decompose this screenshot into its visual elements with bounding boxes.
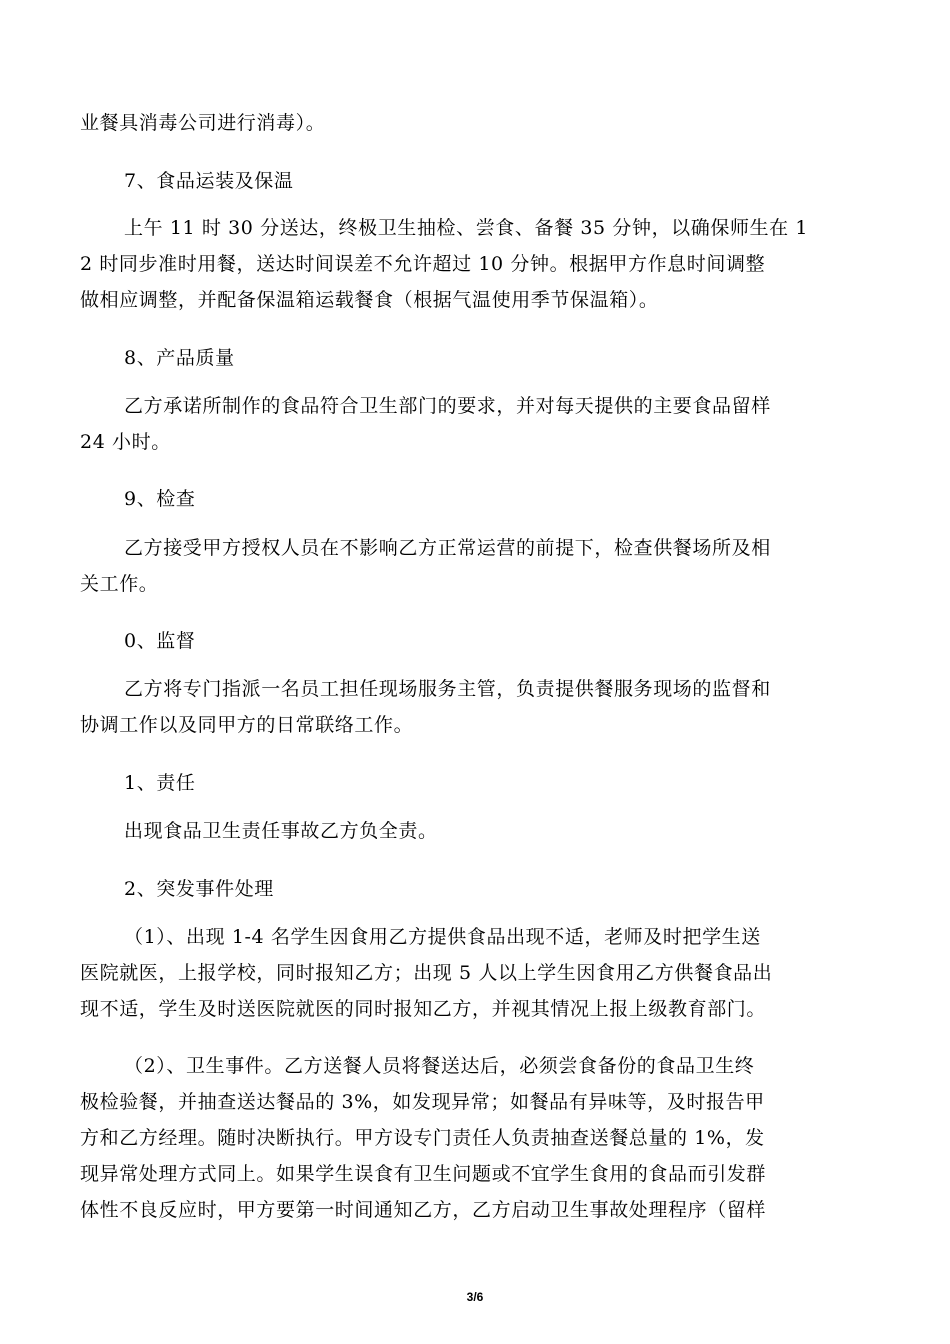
paragraph-line: 协调工作以及同甲方的日常联络工作。 (80, 714, 414, 736)
section-heading: 7、食品运装及保温 (124, 170, 294, 192)
page-number: 3/6 (466, 1290, 484, 1304)
paragraph-line: （1）、出现 1-4 名学生因食用乙方提供食品出现不适，老师及时把学生送 (124, 926, 761, 948)
paragraph-line: 做相应调整，并配备保温箱运载餐食（根据气温使用季节保温箱）。 (80, 289, 659, 311)
paragraph-line: 方和乙方经理。随时决断执行。甲方设专门责任人负责抽查送餐总量的 1%，发 (80, 1127, 765, 1149)
paragraph-line: 上午 11 时 30 分送达，终极卫生抽检、尝食、备餐 35 分钟，以确保师生在 1 (124, 217, 809, 239)
paragraph-line: 出现食品卫生责任事故乙方负全责。 (124, 820, 438, 842)
section-heading: 0、监督 (124, 630, 196, 652)
section-heading: 9、检查 (124, 488, 196, 510)
paragraph-line: 乙方将专门指派一名员工担任现场服务主管，负责提供餐服务现场的监督和 (124, 678, 771, 700)
section-heading: 2、突发事件处理 (124, 878, 274, 900)
section-heading: 1、责任 (124, 772, 196, 794)
paragraph-line: 现异常处理方式同上。如果学生误食有卫生问题或不宜学生食用的食品而引发群 (80, 1163, 767, 1185)
paragraph-line: 2 时同步准时用餐，送达时间误差不允许超过 10 分钟。根据甲方作息时间调整 (80, 253, 766, 275)
section-heading: 8、产品质量 (124, 347, 235, 369)
paragraph-line: 24 小时。 (80, 431, 171, 453)
paragraph-line: 乙方承诺所制作的食品符合卫生部门的要求，并对每天提供的主要食品留样 (124, 395, 771, 417)
paragraph-line: 极检验餐，并抽查送达餐品的 3%，如发现异常；如餐品有异味等，及时报告甲 (80, 1091, 765, 1113)
paragraph-line: （2）、卫生事件。乙方送餐人员将餐送达后，必须尝食备份的食品卫生终 (124, 1055, 755, 1077)
paragraph-line: 现不适，学生及时送医院就医的同时报知乙方，并视其情况上报上级教育部门。 (80, 998, 767, 1020)
paragraph-line: 乙方接受甲方授权人员在不影响乙方正常运营的前提下，检查供餐场所及相 (124, 537, 771, 559)
paragraph-line: 业餐具消毒公司进行消毒）。 (80, 112, 326, 134)
paragraph-line: 体性不良反应时，甲方要第一时间通知乙方，乙方启动卫生事故处理程序（留样 (80, 1199, 767, 1221)
paragraph-line: 关工作。 (80, 573, 159, 595)
paragraph-line: 医院就医，上报学校，同时报知乙方；出现 5 人以上学生因食用乙方供餐食品出 (80, 962, 773, 984)
